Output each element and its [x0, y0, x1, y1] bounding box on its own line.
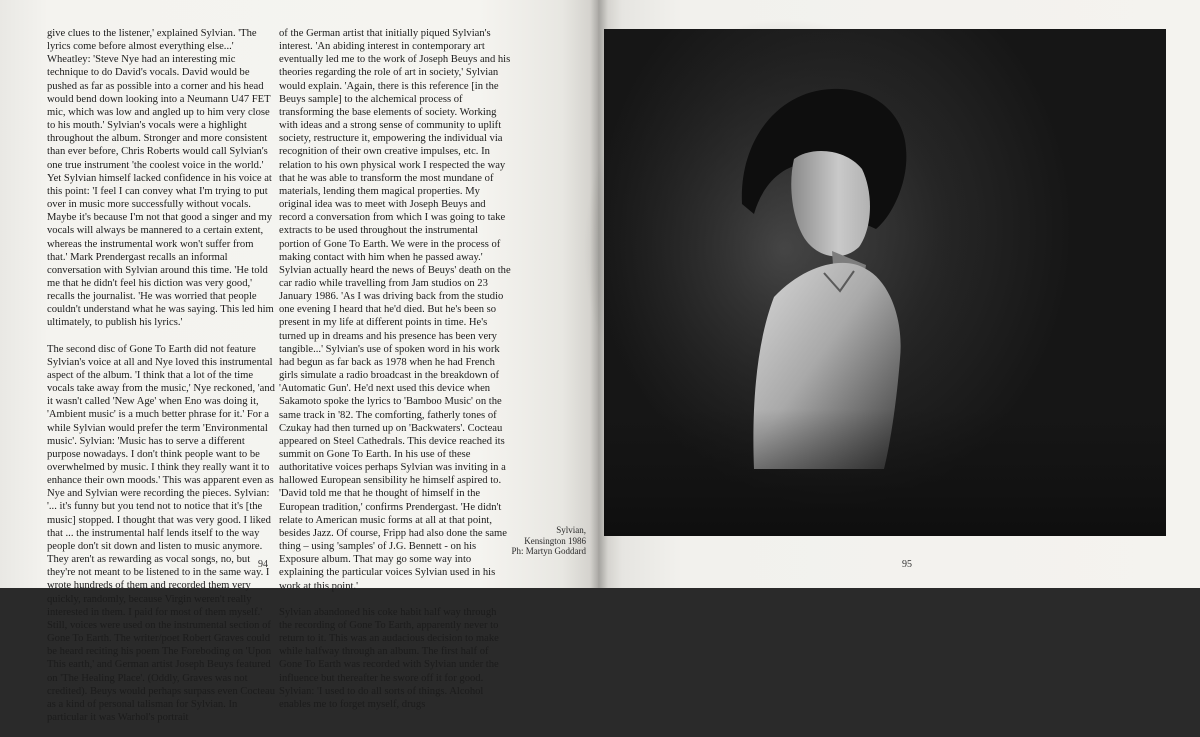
photo-caption: [490, 525, 586, 557]
portrait-illustration: [604, 29, 1166, 536]
paragraph: Sylvian abandoned his coke habit half way through the recording of Gone To Earth, apparently never to return to it. This was an audacious decision to make while halfway through an album. The first half of Gone To Earth was recorded with Sylvian under the influence but thereafter he swore off it for good. Sylvian: 'I used to do all sorts of things. Alcohol enables me to forget myself, drugs: [279, 606, 499, 710]
portrait-photo: [604, 29, 1166, 536]
caption-line: Kensington 1986: [524, 535, 586, 546]
page-number-right: 95: [902, 559, 912, 570]
shadow: [604, 409, 1166, 536]
text-column-2: [279, 27, 511, 724]
paragraph: give clues to the listener,' explained Sylvian. 'The lyrics come before almost everything else...' Wheatley: 'Steve Nye had an interesting mic technique to do David's vocals. David would be pushed as far as possible into a corner and his head would bend down looking into a Neumann U47 FET mic, which was low and angled up to him very close to his mouth.' Sylvian's vocals were a highlight throughout the album. Stronger and more consistent than ever before, Chris Roberts would call Sylvian's one true instrument 'the coolest voice in the world.' Yet Sylvian himself lacked confidence in his voice at this point: 'I feel I can convey what I'm trying to put over in music more successfully without vocals. Maybe it's because I'm not that good a singer and my vocals will always be mannered to a certain extent, whereas the instrumental work won't suffer from that.' Mark Prendergast recalls an informal conversation with Sylvian around this time. 'He told me that he didn't feel his diction was very good,' recalls the journalist. 'He was worried that people couldn't understand what he was saying. This led him ultimately, to publish his lyrics.': [47, 28, 274, 329]
left-page: [0, 0, 598, 723]
paragraph: of the German artist that initially piqued Sylvian's interest. 'An abiding interest in contemporary art eventually led me to the work of Joseph Beuys and his theories regarding the role of art in society,' Sylvian would explain. 'Again, there is this reference [in the Beuys sample] to the alchemical process of transforming the base elements of society. Working with ideas and a strong sense of community to uplift society, restructure it, empowering the individual via recognition of their own creative impulses, etc. In relation to his own physical work I respected the way that he was able to transform the most mundane of materials, lending them magical properties. My original idea was to meet with Joseph Beuys and record a conversation from which I was going to take extracts to be used throughout the instrumental portion of Gone To Earth. We were in the process of making contact with him when he passed away.' Sylvian actually heard the news of Beuys' death on the car radio while travelling from Jam studios on 23 January 1986. 'As I was driving back from the studio one evening I heard that he'd died. But he's been so present in my life at different points in time. He's turned up in dreams and his presence has been very tangible...' Sylvian's use of spoken word in his work had begun as far back as 1978 when he had French girls simulate a radio broadcast in the breakdown of 'Automatic Gun'. He'd next used this device when Sakamoto spoke the lyrics to 'Bamboo Music' on the same track in '82. The comforting, fatherly tones of Czukay had then turned up on 'Backwaters'. Cocteau appeared on Steel Cathedrals. This device reached its summit on Gone To Earth. In his use of these authoritative voices perhaps Sylvian was inviting in a hallowed European sensibility he himself aspired to. 'David told me that he thought of himself in the European tradition,' confirms Prendergast. 'He didn't relate to American music forms at all at that point, besides Jazz. Of course, Fripp had also done the same thing – using 'samples' of J.G. Bennett - on his Exposure album. That may go some way into explaining the particular voices Sylvian used in his work at this point.': [279, 28, 511, 592]
text-column-1: [47, 27, 275, 737]
paragraph: The second disc of Gone To Earth did not feature Sylvian's voice at all and Nye loved this instrumental aspect of the album. 'I think that a lot of the time vocals take away from the music,' Nye reckoned, 'and it wasn't called 'New Age' when Eno was doing it, 'Ambient music' is a much better phrase for it.' For a while Sylvian would prefer the term 'Environmental music'. Sylvian: 'Music has to serve a different purpose nowadays. I don't think people want to be overwhelmed by music. I think they really want it to enhance their own moods.' This was apparent even as Nye and Sylvian were recording the pieces. Sylvian: '... it's funny but you tend not to notice that it's [the music] stopped. I thought that was very good. I liked that ... the instrumental half lends itself to the way people don't sit down and listen to music anymore. They aren't as rewarding as vocal songs, no, but they're not meant to be listened to in the same way. I wrote hundreds of them and recorded them very quickly, randomly, because Virgin weren't really interested in them. I paid for most of them myself.' Still, voices were used on the instrumental section of Gone To Earth. The writer/poet Robert Graves could be heard reciting his poem The Foreboding on 'Upon This earth,' and German artist Joseph Beuys featured on 'The Healing Place'. (Oddly, Graves was not credited). Beuys would perhaps surpass even Cocteau as a kind of personal talisman for Sylvian. In particular it was Warhol's portrait: [47, 343, 275, 723]
page-number-left: 94: [258, 559, 268, 570]
right-page: [598, 0, 1200, 588]
caption-line: Ph: Martyn Goddard: [511, 546, 586, 557]
caption-line: Sylvian,: [556, 525, 586, 535]
